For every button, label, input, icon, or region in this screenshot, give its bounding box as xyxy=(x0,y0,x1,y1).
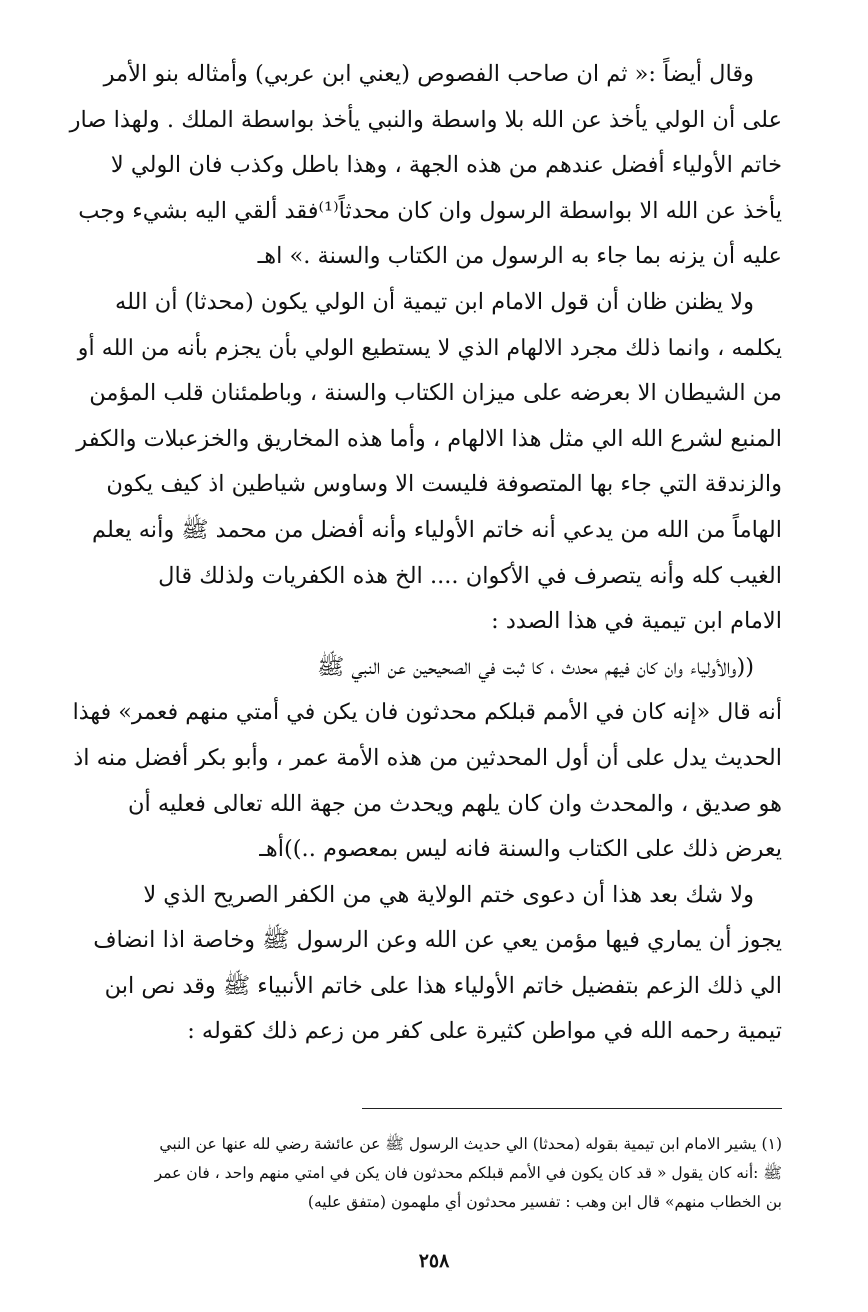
footnote-separator xyxy=(362,1108,782,1109)
text-line: يعرض ذلك على الكتاب والسنة فانه ليس بمعصوم ..))أهـ xyxy=(259,836,782,863)
footnote-line: ﷺ :أنه كان يقول « قد كان يكون في الأمم قبلكم محدثون فان يكن في امتي منهم واحد ، فان عمر xyxy=(154,1164,782,1182)
footnote-line: (١) يشير الامام ابن تيمية بقوله (محدثا) الي حديث الرسول ﷺ عن عائشة رضي لله عنها عن النبي xyxy=(159,1135,782,1153)
text-line: وقال أيضاً :« ثم ان صاحب الفصوص (يعني ابن عربي) وأمثاله بنو الأمر xyxy=(103,61,754,87)
paragraph-conclusion xyxy=(70,873,782,1055)
main-text xyxy=(70,52,782,1055)
text-line: الحديث يدل على أن أول المحدثين من هذه الأمة عمر ، وأبو بكر أفضل منه اذ xyxy=(73,744,782,771)
page-number: ٢٥٨ xyxy=(418,1250,450,1272)
text-line: الامام ابن تيمية في هذا الصدد : xyxy=(491,608,782,635)
text-line: ولا شك بعد هذا أن دعوى ختم الولاية هي من الكفر الصريح الذي لا xyxy=(143,881,754,908)
paragraph-ibn-taymiyya-quote-2 xyxy=(70,645,782,873)
text-line: خاتم الأولياء أفضل عندهم من هذه الجهة ، وهذا باطل وكذب فان الولي لا xyxy=(110,152,782,179)
text-line: الغيب كله وأنه يتصرف في الأكوان .... الخ هذه الكفريات ولذلك قال xyxy=(158,562,782,589)
text-line: المنبع لشرع الله الي مثل هذا الالهام ، وأما هذه المخاريق والخزعبلات والكفر xyxy=(76,425,782,452)
text-line: تيمية رحمه الله في مواطن كثيرة على كفر من زعم ذلك كقوله : xyxy=(187,1018,782,1045)
text-line: عليه أن يزنه بما جاء به الرسول من الكتاب والسنة .» اهـ xyxy=(257,243,782,270)
paragraph-ibn-taymiyya-quote-1 xyxy=(70,52,782,280)
text-line: أنه قال «إنه كان في الأمم قبلكم محدثون فان يكن في أمتي منهم فعمر» فهذا xyxy=(72,699,782,726)
text-line: من الشيطان الا بعرضه على ميزان الكتاب والسنة ، وباطمئنان قلب المؤمن xyxy=(89,380,782,407)
text-line: والزندقة التي جاء بها المتصوفة فليست الا وساوس شياطين اذ كيف يكون xyxy=(106,471,782,498)
footnote-line: بن الخطاب منهم» قال ابن وهب : تفسير محدثون أي ملهمون (متفق عليه) xyxy=(307,1193,782,1211)
paragraph-inspiration xyxy=(70,280,782,645)
footnote xyxy=(70,1130,782,1217)
text-line: يجوز أن يماري فيها مؤمن يعي عن الله وعن الرسول ﷺ وخاصة اذا انضاف xyxy=(93,927,782,954)
text-line: على أن الولي يأخذ عن الله بلا واسطة والنبي يأخذ بواسطة الملك . ولهذا صار xyxy=(69,106,782,133)
text-line: هو صديق ، والمحدث وان كان يلهم ويحدث من جهة الله تعالى فعليه أن xyxy=(127,790,782,817)
text-line: الهاماً من الله من يدعي أنه خاتم الأولياء وأنه أفضل من محمد ﷺ وأنه يعلم xyxy=(92,516,782,543)
text-line: الي ذلك الزعم بتفضيل خاتم الأولياء هذا على خاتم الأنبياء ﷺ وقد نص ابن xyxy=(104,972,782,999)
text-line: يأخذ عن الله الا بواسطة الرسول وان كان محدثاً⁽¹⁾فقد ألقي اليه بشيء وجب xyxy=(78,197,782,224)
text-line: ولا يظنن ظان أن قول الامام ابن تيمية أن الولي يكون (محدثا) أن الله xyxy=(115,288,754,315)
text-line: ((والأولياء وان كان فيهم محدث ، كا ثبت في الصحيحين عن النبي ﷺ xyxy=(317,653,754,680)
text-line: يكلمه ، وانما ذلك مجرد الالهام الذي لا يستطيع الولي بأن يجزم بأنه من الله أو xyxy=(77,334,782,361)
